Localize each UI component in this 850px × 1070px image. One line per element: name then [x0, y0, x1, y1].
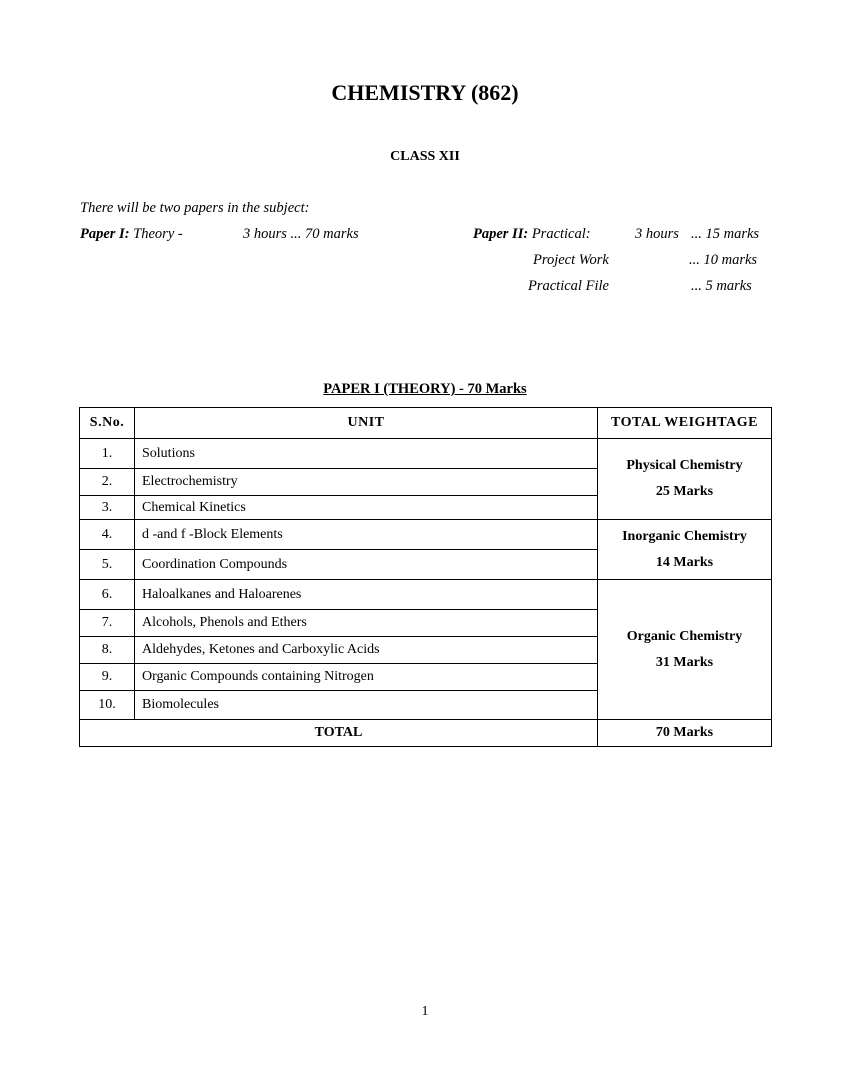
row-unit: Haloalkanes and Haloarenes [135, 580, 598, 610]
row-sno: 4. [80, 520, 135, 550]
row-sno: 2. [80, 469, 135, 496]
paper2-file-marks: ... 5 marks [691, 278, 752, 294]
paper2-file-name: Practical File [528, 278, 609, 294]
row-unit: Solutions [135, 439, 598, 469]
paper1-heading [80, 226, 183, 243]
total-label: TOTAL [80, 720, 598, 747]
paper2-practical-marks: ... 15 marks [691, 226, 760, 242]
paper2-heading [473, 226, 591, 243]
row-sno: 5. [80, 550, 135, 580]
table-total-row [80, 720, 772, 747]
group-physical [598, 439, 772, 520]
table-row [80, 439, 772, 469]
class-subtitle: CLASS XII [390, 149, 460, 164]
table-caption [0, 381, 850, 398]
total-marks: 70 Marks [598, 720, 772, 747]
group-name: Inorganic Chemistry [622, 528, 747, 544]
row-unit: d -and f -Block Elements [135, 520, 598, 550]
paper1-type: Theory - [133, 226, 183, 242]
row-sno: 8. [80, 637, 135, 664]
paper2-label: Paper II: [473, 226, 529, 242]
row-unit: Biomolecules [135, 691, 598, 720]
paper2-project-name: Project Work [533, 252, 609, 268]
table-row [80, 580, 772, 610]
paper2-practical-duration: 3 hours [635, 226, 679, 242]
paper2-project-marks: ... 10 marks [689, 252, 758, 268]
group-name: Organic Chemistry [626, 628, 743, 644]
page-number: 1 [421, 1004, 429, 1019]
page-title: CHEMISTRY (862) [331, 80, 519, 105]
group-inorganic [598, 520, 772, 580]
paper1-duration: 3 hours ... 70 marks [243, 226, 359, 242]
row-sno: 3. [80, 496, 135, 520]
table-header-row [80, 408, 772, 439]
paper2-practical-name: Practical: [531, 226, 591, 242]
group-marks: 14 Marks [655, 554, 714, 570]
table-row [80, 520, 772, 550]
intro-text: There will be two papers in the subject: [80, 200, 310, 216]
header-sno: S.No. [80, 408, 135, 439]
row-unit: Aldehydes, Ketones and Carboxylic Acids [135, 637, 598, 664]
group-name: Physical Chemistry [626, 458, 743, 473]
row-unit: Chemical Kinetics [135, 496, 598, 520]
group-organic [598, 580, 772, 720]
row-sno: 9. [80, 664, 135, 691]
row-sno: 7. [80, 610, 135, 637]
row-unit: Alcohols, Phenols and Ethers [135, 610, 598, 637]
header-unit: UNIT [135, 408, 598, 439]
row-unit: Organic Compounds containing Nitrogen [135, 664, 598, 691]
row-unit: Electrochemistry [135, 469, 598, 496]
row-sno: 6. [80, 580, 135, 610]
row-unit: Coordination Compounds [135, 550, 598, 580]
header-weightage: TOTAL WEIGHTAGE [598, 408, 772, 439]
row-sno: 10. [80, 691, 135, 720]
table-caption-text: PAPER I (THEORY) - 70 Marks [323, 381, 527, 397]
paper1-label: Paper I: [80, 226, 130, 242]
row-sno: 1. [80, 439, 135, 469]
group-marks: 25 Marks [655, 484, 714, 499]
units-table [79, 407, 772, 747]
group-marks: 31 Marks [655, 654, 714, 670]
